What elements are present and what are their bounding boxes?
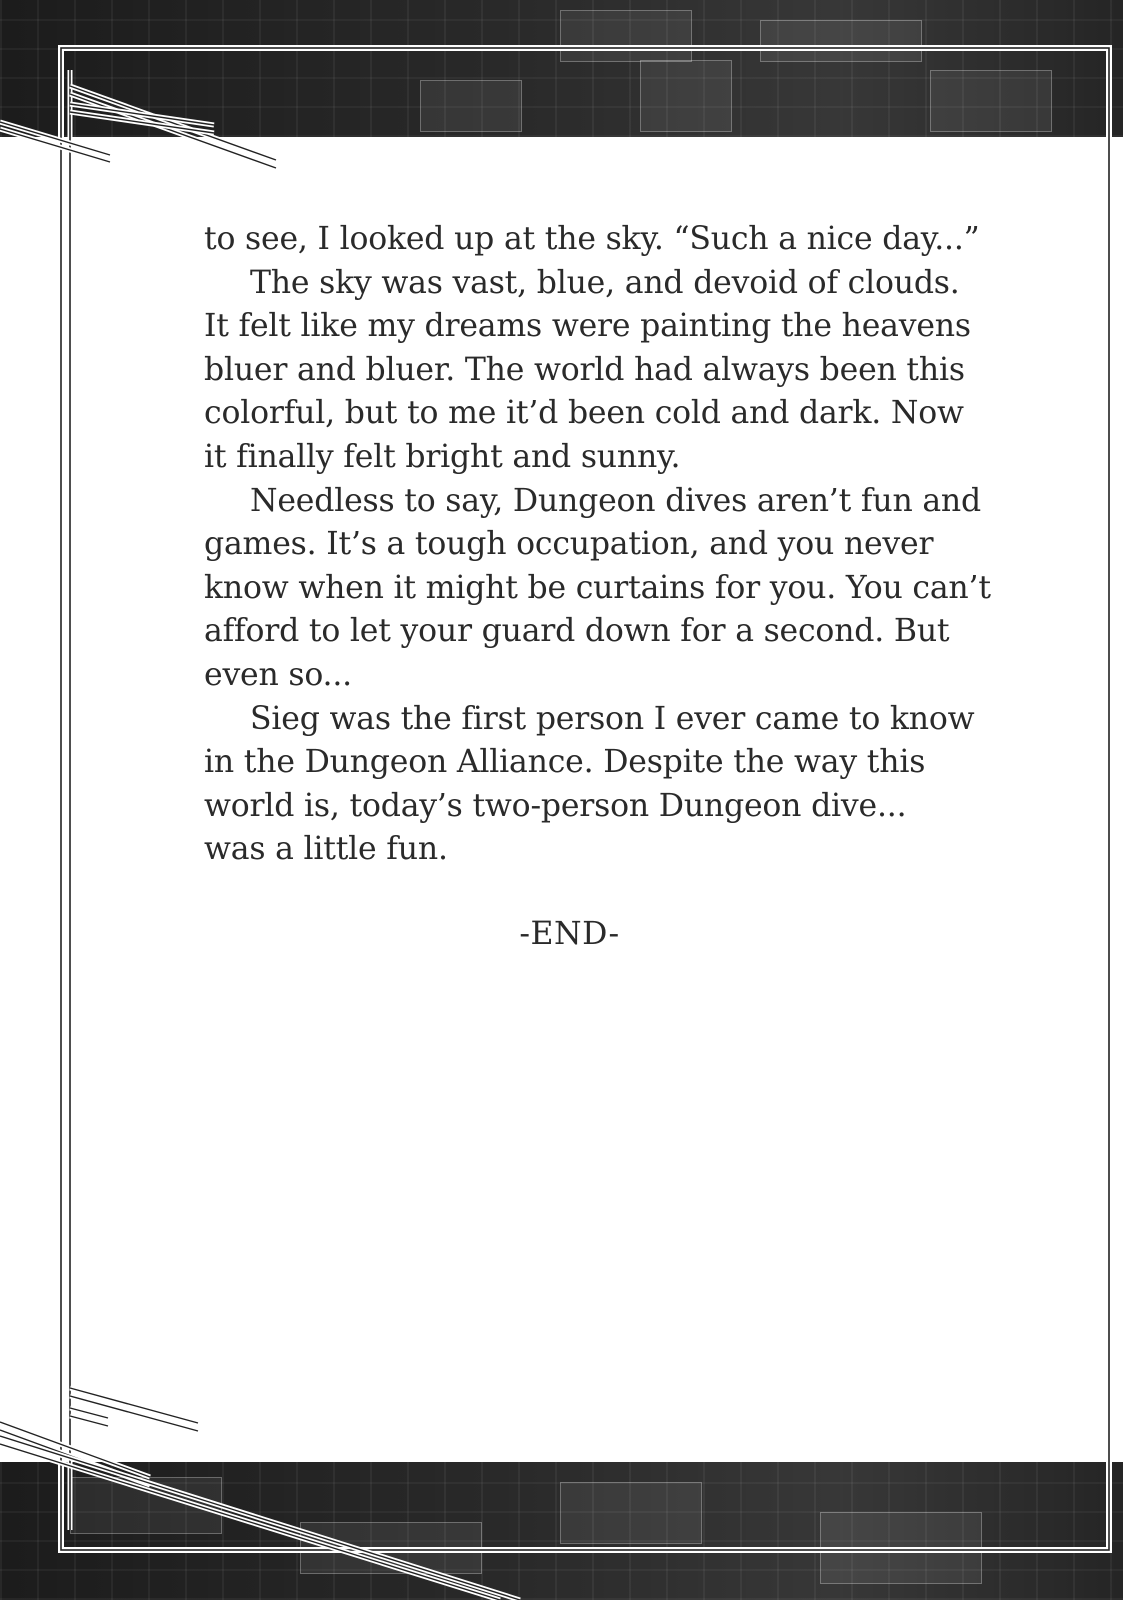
top-band-glow-panel [930,70,1052,132]
story-line: to see, I looked up at the sky. “Such a nice day...” [204,221,980,257]
story-line: in the Dungeon Alliance. Despite the way this [204,744,926,781]
top-decorative-band [0,0,1123,137]
story-line: it finally felt bright and sunny. [204,438,681,475]
bottom-decorative-band [0,1462,1123,1600]
story-line: even so... [204,656,352,693]
story-line: games. It’s a tough occupation, and you never [204,526,934,563]
bottom-band-glow-panel [70,1477,222,1534]
top-band-glow-panel [420,80,522,132]
top-band-glow-panel [640,60,732,132]
bottom-band-glow-panel [560,1482,702,1544]
bottom-band-glow-panel [820,1512,982,1584]
bottom-band-glow-panel [300,1522,482,1574]
story-line: Needless to say, Dungeon dives aren’t fun and [250,482,981,519]
story-line: was a little fun. [204,831,448,868]
end-mark: -END- [519,916,620,952]
story-text [204,218,991,872]
top-band-glow-panel [760,20,922,62]
story-line: world is, today’s two-person Dungeon dive... [204,787,907,824]
story-line: The sky was vast, blue, and devoid of clouds. [250,264,960,301]
story-line: colorful, but to me it’d been cold and dark. Now [204,395,964,432]
story-line: afford to let your guard down for a second. But [204,613,950,650]
story-line: know when it might be curtains for you. You can’t [204,569,991,606]
story-line: Sieg was the first person I ever came to know [250,700,975,737]
story-line: bluer and bluer. The world had always been this [204,351,965,388]
story-line: It felt like my dreams were painting the heavens [204,308,971,345]
top-band-glow-panel [560,10,692,62]
